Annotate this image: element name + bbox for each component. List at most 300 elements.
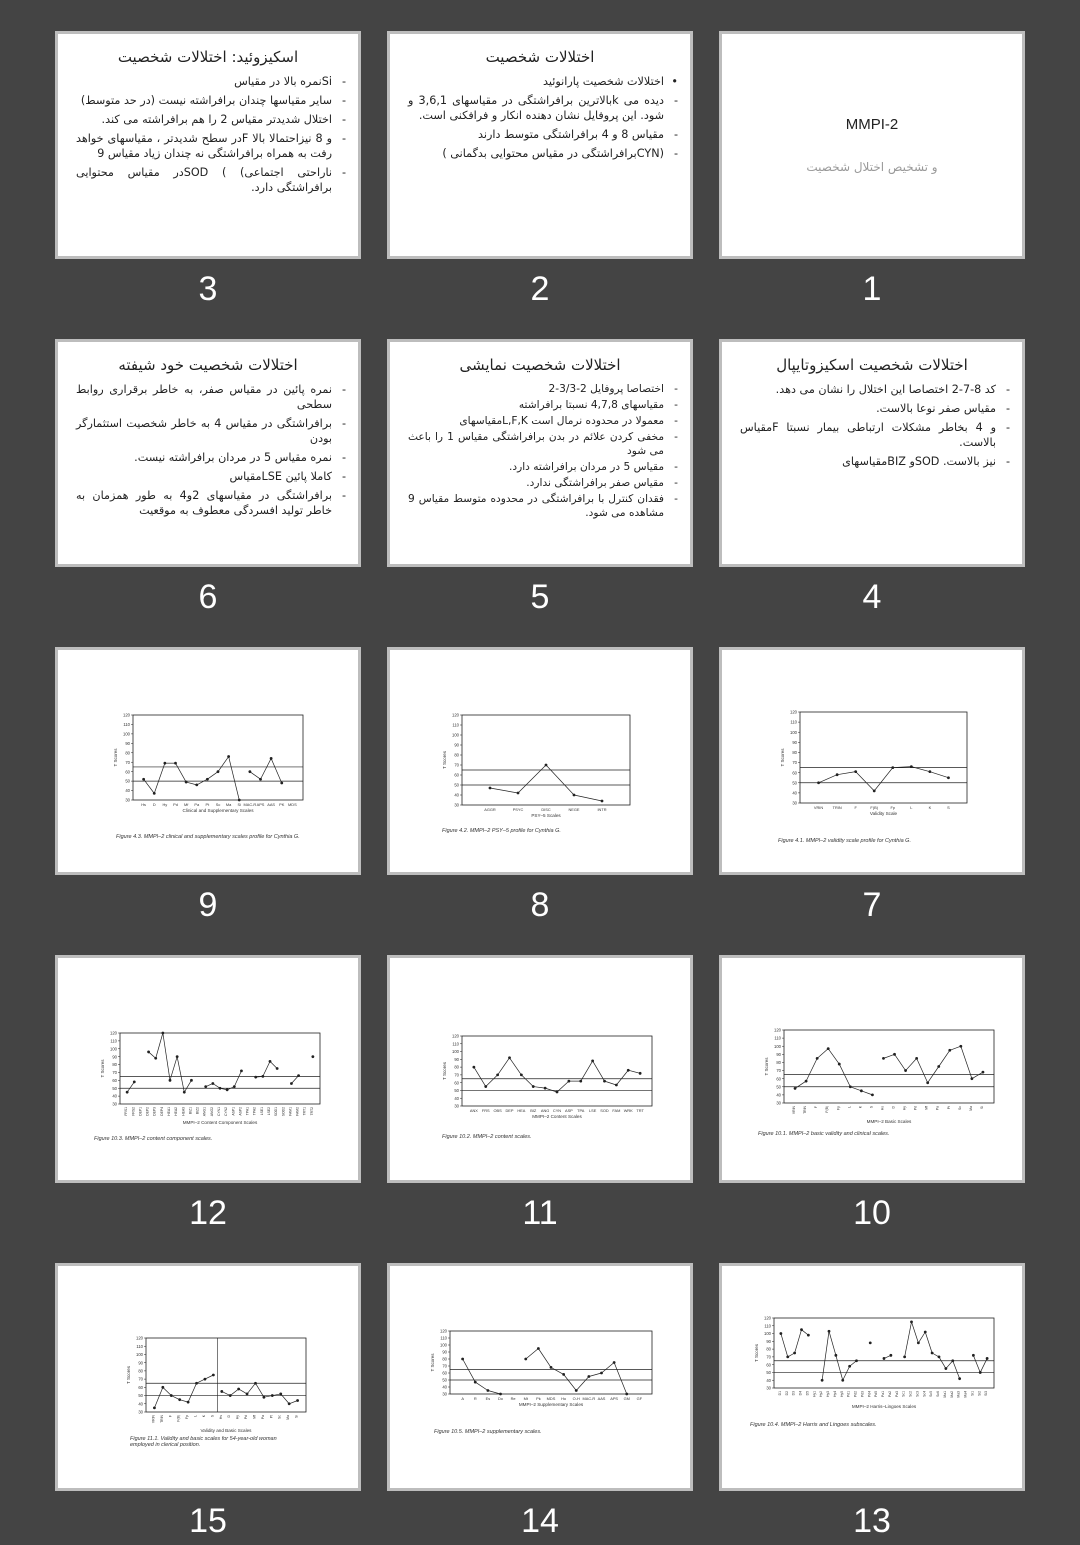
x-axis-label: MMPI–2 Content Component Scales xyxy=(182,1120,258,1125)
y-tick-label: 90 xyxy=(125,740,130,746)
data-point xyxy=(982,1071,985,1074)
series-line xyxy=(953,1361,960,1379)
y-tick-label: 30 xyxy=(112,1101,117,1107)
x-tick-label: Ma xyxy=(968,1106,973,1111)
data-point xyxy=(238,799,241,802)
list-item: - مقیاس 5 در مردان برافراشته دارد. xyxy=(408,460,664,474)
y-tick-label: 40 xyxy=(454,792,459,798)
y-tick-label: 120 xyxy=(452,1033,459,1039)
y-tick-label: 120 xyxy=(774,1027,781,1033)
x-tick-label: K xyxy=(928,805,932,810)
x-tick-label: LSE xyxy=(588,1108,597,1113)
x-tick-label: TRT1 xyxy=(302,1107,307,1116)
x-tick-label: Fp xyxy=(890,805,896,810)
slide-3[interactable] xyxy=(55,31,361,259)
slide-subtitle: و تشخیص اختلال شخصیت xyxy=(806,160,938,174)
y-tick-label: 120 xyxy=(123,712,130,718)
x-tick-label: D5 xyxy=(805,1391,810,1396)
series-line xyxy=(925,1332,932,1353)
x-tick-label: TRIN xyxy=(832,805,842,810)
x-tick-label: TRT xyxy=(636,1108,644,1113)
series-line xyxy=(822,1331,829,1380)
figure-caption: Figure 4.2. MMPI–2 PSY–5 profile for Cynthia G. xyxy=(442,828,561,834)
series-line xyxy=(946,1361,953,1369)
figure-caption: Figure 10.1. MMPI–2 basic validity and clinical scales. xyxy=(758,1131,890,1137)
y-tick-label: 70 xyxy=(454,1072,459,1078)
x-axis-label: MMPI–2 Harris–Lingoes Scales xyxy=(851,1404,917,1409)
x-tick-label: Si xyxy=(979,1106,984,1110)
x-tick-label: Pt xyxy=(946,1106,951,1110)
data-point xyxy=(786,1355,789,1358)
x-tick-label: Ma3 xyxy=(956,1391,961,1398)
series-line xyxy=(828,1049,839,1064)
series-line xyxy=(564,1374,577,1390)
x-tick-label: OBS xyxy=(493,1108,502,1113)
y-tick-label: 50 xyxy=(454,1088,459,1094)
slide-4[interactable] xyxy=(719,339,1025,567)
y-tick-label: 30 xyxy=(454,802,459,808)
x-tick-label: Mf xyxy=(252,1415,257,1419)
x-tick-label: Sc2 xyxy=(908,1391,913,1397)
plot-frame xyxy=(462,715,630,805)
data-point xyxy=(871,1093,874,1096)
y-tick-label: 60 xyxy=(138,1384,143,1390)
slide-9[interactable] xyxy=(55,647,361,875)
x-tick-label: Sc xyxy=(957,1106,962,1110)
x-tick-label: VRIN xyxy=(792,1106,797,1115)
slide-number: 7 xyxy=(862,886,882,924)
x-tick-label: TPA xyxy=(577,1108,585,1113)
x-tick-label: F xyxy=(168,1415,173,1418)
data-point xyxy=(979,1371,982,1374)
slide-number: 15 xyxy=(189,1502,227,1540)
y-tick-label: 110 xyxy=(123,722,130,728)
y-tick-label: 80 xyxy=(125,750,130,756)
series-line xyxy=(234,1071,241,1087)
y-tick-label: 50 xyxy=(454,782,459,788)
list-item: - اختصاصا پروفایل 2-3/3-2 xyxy=(408,382,664,396)
x-axis-label: Validity and Basic Scales xyxy=(200,1428,252,1433)
list-item: - دیده می kبالاترین برافراشتگی در مقیاسهای 3,6,1 و شود. این پروفایل نشان دهنده انکار و فرافکنی است. xyxy=(408,93,664,123)
list-item: - کاملا پائین LSEمقیاس xyxy=(76,469,332,484)
series-line xyxy=(526,1349,539,1360)
x-tick-label: Hs xyxy=(880,1106,885,1111)
x-tick-label: APS xyxy=(256,802,265,807)
series-line xyxy=(533,1087,545,1089)
y-tick-label: 100 xyxy=(136,1352,143,1358)
x-tick-label: ANG1 xyxy=(202,1107,207,1117)
x-tick-label: AGGR xyxy=(484,807,496,812)
profile-chart xyxy=(390,650,690,872)
y-tick-label: 50 xyxy=(125,778,130,784)
plot-frame xyxy=(774,1318,994,1388)
series-line xyxy=(486,1075,498,1087)
y-tick-label: 30 xyxy=(442,1391,447,1397)
data-point xyxy=(986,1357,989,1360)
x-tick-label: LSE1 xyxy=(259,1107,264,1116)
x-tick-label: ANX xyxy=(469,1108,478,1113)
list-item: - اختلال شدیدتر مقیاس 2 را هم برافراشته می کند. xyxy=(76,112,332,127)
x-tick-label: Hy5 xyxy=(839,1391,844,1398)
y-tick-label: 30 xyxy=(792,800,797,806)
x-tick-label: Hs xyxy=(218,1415,223,1420)
x-tick-label: HEA1 xyxy=(167,1107,171,1116)
y-axis-label: T Scores xyxy=(442,1062,447,1080)
slide-number: 10 xyxy=(853,1194,891,1232)
slide-14[interactable] xyxy=(387,1263,693,1491)
x-tick-label: Ho xyxy=(561,1396,567,1401)
y-tick-label: 60 xyxy=(454,1080,459,1086)
x-tick-label: D4 xyxy=(798,1391,803,1396)
x-tick-label: Pa xyxy=(194,802,200,807)
figure-caption: Figure 10.2. MMPI–2 content scales. xyxy=(442,1134,532,1140)
slide-number: 9 xyxy=(198,886,218,924)
y-tick-label: 80 xyxy=(454,1064,459,1070)
bullet-list xyxy=(408,74,664,161)
data-point xyxy=(195,783,198,786)
y-tick-label: 120 xyxy=(136,1335,143,1341)
series-line xyxy=(474,1067,486,1086)
series-line xyxy=(574,795,602,801)
y-tick-label: 40 xyxy=(792,790,797,796)
series-line xyxy=(218,757,229,772)
list-item: - فقدان کنترل با برافراشتگی در محدوده متوسط مقیاس 9 مشاهده می شود. xyxy=(408,492,664,520)
y-tick-label: 120 xyxy=(110,1030,117,1036)
y-tick-label: 60 xyxy=(112,1077,117,1083)
x-tick-label: AAS xyxy=(267,802,276,807)
y-tick-label: 70 xyxy=(138,1376,143,1382)
series-line xyxy=(490,788,518,793)
x-tick-label: CYN xyxy=(552,1108,562,1113)
y-tick-label: 80 xyxy=(454,752,459,758)
x-tick-label: Pd xyxy=(244,1415,249,1420)
y-tick-label: 50 xyxy=(766,1370,771,1376)
x-tick-label: GF xyxy=(636,1396,643,1401)
figure-caption: Figure 4.3. MMPI–2 clinical and supplementary scales profile for Cynthia G. xyxy=(116,834,300,840)
x-tick-label: ANG xyxy=(540,1108,550,1113)
y-tick-label: 40 xyxy=(138,1401,143,1407)
x-tick-label: AAS xyxy=(597,1396,606,1401)
x-tick-label: DEP3 xyxy=(152,1107,157,1116)
plot-frame xyxy=(133,715,303,800)
slide-title: اختلالات شخصیت اسکیزوتایپال xyxy=(776,356,968,374)
data-point xyxy=(212,1374,215,1377)
y-tick-label: 80 xyxy=(776,1060,781,1066)
slide-5[interactable] xyxy=(387,339,693,567)
data-point xyxy=(883,1357,886,1360)
y-tick-label: 40 xyxy=(125,788,130,794)
y-tick-label: 90 xyxy=(454,1056,459,1062)
slide-number: 11 xyxy=(522,1194,558,1232)
y-tick-label: 70 xyxy=(442,1363,447,1369)
y-tick-label: 100 xyxy=(110,1046,117,1052)
x-tick-label: TRIN xyxy=(803,1106,808,1114)
series-line xyxy=(197,779,208,785)
x-tick-label: L xyxy=(910,805,913,810)
x-tick-label: HEA2 xyxy=(174,1107,179,1116)
figure-caption: Figure 10.3. MMPI–2 content component scales. xyxy=(94,1136,213,1142)
y-tick-label: 70 xyxy=(125,759,130,765)
slide-13[interactable] xyxy=(719,1263,1025,1491)
series-line xyxy=(839,1064,850,1087)
x-tick-label: ASP2 xyxy=(238,1107,243,1116)
slide-number: 1 xyxy=(862,270,882,308)
slide-2[interactable] xyxy=(387,31,693,259)
x-tick-label: F(B) xyxy=(870,805,879,810)
x-tick-label: Hy3 xyxy=(826,1391,830,1398)
figure-caption: Figure 4.1. MMPI–2 validity scale profile for Cynthia G. xyxy=(778,838,911,844)
slide-title: MMPI-2 xyxy=(845,116,899,133)
series-line xyxy=(229,757,240,800)
data-point xyxy=(190,1079,193,1082)
x-tick-label: Si3 xyxy=(984,1391,989,1396)
list-item: - برافراشتگی در مقیاس 4 به خاطر شخصیت استثمارگر بودن xyxy=(76,416,332,446)
y-tick-label: 110 xyxy=(452,722,459,728)
data-point xyxy=(226,1088,229,1091)
series-line xyxy=(795,1081,806,1088)
x-tick-label: ASP1 xyxy=(231,1107,236,1116)
slide-number: 2 xyxy=(530,270,550,308)
data-point xyxy=(288,1402,291,1405)
data-point xyxy=(601,800,604,803)
slide-number: 5 xyxy=(530,578,550,616)
series-line xyxy=(917,1058,928,1082)
x-tick-label: Do xyxy=(498,1396,503,1401)
x-tick-label: Sc3 xyxy=(915,1391,920,1397)
x-axis-label: MMPI–2 Content Scales xyxy=(532,1114,582,1119)
series-line xyxy=(197,1379,205,1383)
slide-title: اختلالات شخصیت xyxy=(485,48,595,66)
y-axis-label: T Scores xyxy=(780,748,785,767)
x-axis-label: Clinical and Supplementary Scales xyxy=(182,808,254,813)
x-tick-label: SOD2 xyxy=(281,1107,286,1117)
x-tick-label: MAC-R xyxy=(582,1396,596,1401)
data-point xyxy=(869,1341,872,1344)
series-line xyxy=(163,1033,170,1080)
x-tick-label: ANG2 xyxy=(209,1107,214,1117)
y-tick-label: 100 xyxy=(440,1342,447,1348)
x-axis-label: MMPI–2 Basic Scales xyxy=(866,1119,912,1124)
series-line xyxy=(856,772,875,791)
series-line xyxy=(538,1349,551,1368)
x-tick-label: TRIN xyxy=(159,1415,164,1423)
x-tick-label: Sc1 xyxy=(901,1391,906,1397)
y-axis-label: T Scores xyxy=(113,748,118,767)
y-tick-label: 100 xyxy=(774,1043,781,1049)
series-line xyxy=(781,1334,788,1357)
series-line xyxy=(950,1046,961,1050)
data-point xyxy=(625,1393,628,1396)
y-tick-label: 60 xyxy=(454,772,459,778)
series-line xyxy=(261,758,272,779)
series-line xyxy=(961,1046,972,1078)
x-tick-label: Pt xyxy=(205,802,210,807)
series-line xyxy=(973,1355,980,1372)
list-item: - برافراشتگی در مقیاسهای 2و4 به طور همزمان به خاطر تولید افسردگی معطوف به موقعیت xyxy=(76,488,332,518)
y-tick-label: 80 xyxy=(138,1368,143,1374)
y-tick-label: 70 xyxy=(766,1354,771,1360)
x-tick-label: GM xyxy=(623,1396,630,1401)
series-line xyxy=(545,1088,557,1092)
data-point xyxy=(133,1081,136,1084)
series-line xyxy=(837,772,856,775)
slide-12[interactable] xyxy=(55,955,361,1183)
x-tick-label: FAM1 xyxy=(288,1107,293,1116)
list-item: - و 4 بخاطر مشکلات ارتباطی بیمار نسبتا Fمقیاس بالاست. xyxy=(740,420,996,450)
x-tick-label: TPA2 xyxy=(252,1107,257,1116)
series-line xyxy=(463,1359,476,1382)
y-axis-label: T Scores xyxy=(754,1344,759,1362)
series-line xyxy=(205,1375,213,1379)
y-tick-label: 30 xyxy=(776,1100,781,1106)
data-point xyxy=(807,1334,810,1337)
series-line xyxy=(271,758,282,783)
x-tick-label: BIZ1 xyxy=(188,1107,193,1115)
profile-chart xyxy=(390,958,690,1180)
slide-number: 3 xyxy=(198,270,218,308)
y-tick-label: 120 xyxy=(440,1328,447,1334)
x-tick-label: DEP1 xyxy=(138,1107,143,1116)
x-tick-label: Hy2 xyxy=(819,1391,824,1398)
y-tick-label: 80 xyxy=(442,1356,447,1362)
series-line xyxy=(510,1058,522,1075)
x-tick-label: Pt xyxy=(269,1415,274,1419)
bullet-list xyxy=(76,382,332,518)
y-tick-label: 120 xyxy=(790,709,797,715)
y-tick-label: 110 xyxy=(136,1343,143,1349)
y-tick-label: 40 xyxy=(454,1095,459,1101)
y-tick-label: 110 xyxy=(110,1038,117,1044)
x-tick-label: PSYC xyxy=(512,807,524,812)
y-tick-label: 70 xyxy=(792,760,797,766)
series-line xyxy=(149,1052,156,1058)
series-line xyxy=(795,1330,802,1353)
list-item: • اختلالات شخصیت پارانوئید xyxy=(408,74,664,89)
y-tick-label: 30 xyxy=(125,797,130,803)
slide-number: 14 xyxy=(521,1502,559,1540)
series-line xyxy=(593,1061,605,1081)
x-tick-label: D1 xyxy=(777,1391,782,1396)
x-tick-label: Si1 xyxy=(970,1391,975,1396)
series-line xyxy=(546,765,574,795)
series-line xyxy=(171,1396,179,1400)
plot-frame xyxy=(120,1033,320,1104)
y-axis-label: T Scores xyxy=(442,751,447,769)
y-tick-label: 110 xyxy=(790,719,797,725)
y-axis-label: T Scores xyxy=(100,1059,105,1078)
x-tick-label: Hy xyxy=(162,802,168,807)
x-tick-label: FRS1 xyxy=(124,1107,129,1116)
list-item: - مخفی کردن علائم در بدن برافراشتگی مقیاس 1 را باعث می شود xyxy=(408,430,664,458)
y-tick-label: 70 xyxy=(776,1068,781,1074)
x-tick-label: S xyxy=(210,1415,215,1418)
slide-number: 4 xyxy=(862,578,882,616)
x-tick-label: HEA xyxy=(517,1108,526,1113)
y-tick-label: 60 xyxy=(125,769,130,775)
series-line xyxy=(581,1061,593,1081)
x-tick-label: Pd2 xyxy=(853,1391,858,1398)
list-item: - سایر مقیاسها چندان برافراشته نیست (در حد متوسط) xyxy=(76,93,332,108)
series-line xyxy=(176,763,187,782)
x-tick-label: INTR xyxy=(597,807,607,812)
y-tick-label: 90 xyxy=(766,1338,771,1344)
x-tick-label: Ma xyxy=(225,802,232,807)
x-tick-label: Fp xyxy=(836,1106,841,1110)
series-line xyxy=(207,772,218,780)
x-tick-label: FRS xyxy=(481,1108,490,1113)
x-tick-label: Ma4 xyxy=(963,1391,968,1398)
x-tick-label: Ma xyxy=(286,1415,291,1420)
y-tick-label: 60 xyxy=(442,1370,447,1376)
x-axis-label: PSY–5 Scales xyxy=(531,813,561,818)
x-tick-label: Mf xyxy=(183,802,189,807)
x-tick-label: O-H xyxy=(572,1396,580,1401)
y-tick-label: 80 xyxy=(766,1346,771,1352)
x-tick-label: Hy xyxy=(902,1106,907,1111)
x-tick-label: VRIN xyxy=(813,805,824,810)
slide-1[interactable] xyxy=(719,31,1025,259)
series-line xyxy=(270,1061,277,1068)
y-tick-label: 50 xyxy=(112,1085,117,1091)
y-axis-label: T Scores xyxy=(126,1366,131,1384)
slide-11[interactable] xyxy=(387,955,693,1183)
data-point xyxy=(639,1072,642,1075)
x-tick-label: S xyxy=(947,805,950,810)
series-line xyxy=(156,1033,163,1058)
x-tick-label: Pa3 xyxy=(894,1391,899,1398)
x-tick-label: S xyxy=(869,1106,874,1109)
y-tick-label: 100 xyxy=(123,731,130,737)
x-tick-label: Pa xyxy=(935,1106,940,1111)
x-tick-label: Pd xyxy=(913,1106,918,1111)
series-line xyxy=(628,1070,640,1073)
profile-chart xyxy=(722,1266,1022,1488)
series-line xyxy=(170,1057,177,1081)
y-axis-label: T Scores xyxy=(764,1057,769,1076)
x-tick-label: Pd1 xyxy=(846,1391,851,1398)
slide-10[interactable] xyxy=(719,955,1025,1183)
slide-15[interactable] xyxy=(55,1263,361,1491)
series-line xyxy=(918,1332,925,1343)
x-tick-label: K xyxy=(858,1106,863,1109)
bullet-list xyxy=(408,382,664,520)
y-tick-label: 50 xyxy=(776,1084,781,1090)
series-line xyxy=(488,1391,501,1395)
slide-7[interactable] xyxy=(719,647,1025,875)
y-tick-label: 90 xyxy=(138,1360,143,1366)
x-tick-label: L xyxy=(193,1415,198,1417)
list-item: - و 8 نیزاحتمالا بالا Fدر سطح شدیدتر ، مقیاسهای خواهد رفت به همراه برافراشتگی نه چندان زیاد مقیاس 9 xyxy=(76,131,332,161)
series-line xyxy=(184,1080,191,1092)
x-tick-label: Sc5 xyxy=(929,1391,934,1397)
x-tick-label: FAM2 xyxy=(295,1107,300,1116)
x-tick-label: Sc6 xyxy=(936,1391,940,1397)
slide-8[interactable] xyxy=(387,647,693,875)
series-line xyxy=(883,1054,894,1058)
series-line xyxy=(905,1322,912,1357)
y-tick-label: 110 xyxy=(764,1323,771,1329)
x-tick-label: D xyxy=(227,1415,232,1418)
x-tick-label: DEP xyxy=(505,1108,514,1113)
series-line xyxy=(602,1363,615,1374)
x-tick-label: ASP xyxy=(564,1108,573,1113)
series-line xyxy=(255,1383,263,1397)
slide-6[interactable] xyxy=(55,339,361,567)
series-line xyxy=(518,765,546,793)
y-tick-label: 30 xyxy=(138,1409,143,1415)
y-tick-label: 100 xyxy=(790,729,797,735)
series-line xyxy=(836,1355,843,1380)
